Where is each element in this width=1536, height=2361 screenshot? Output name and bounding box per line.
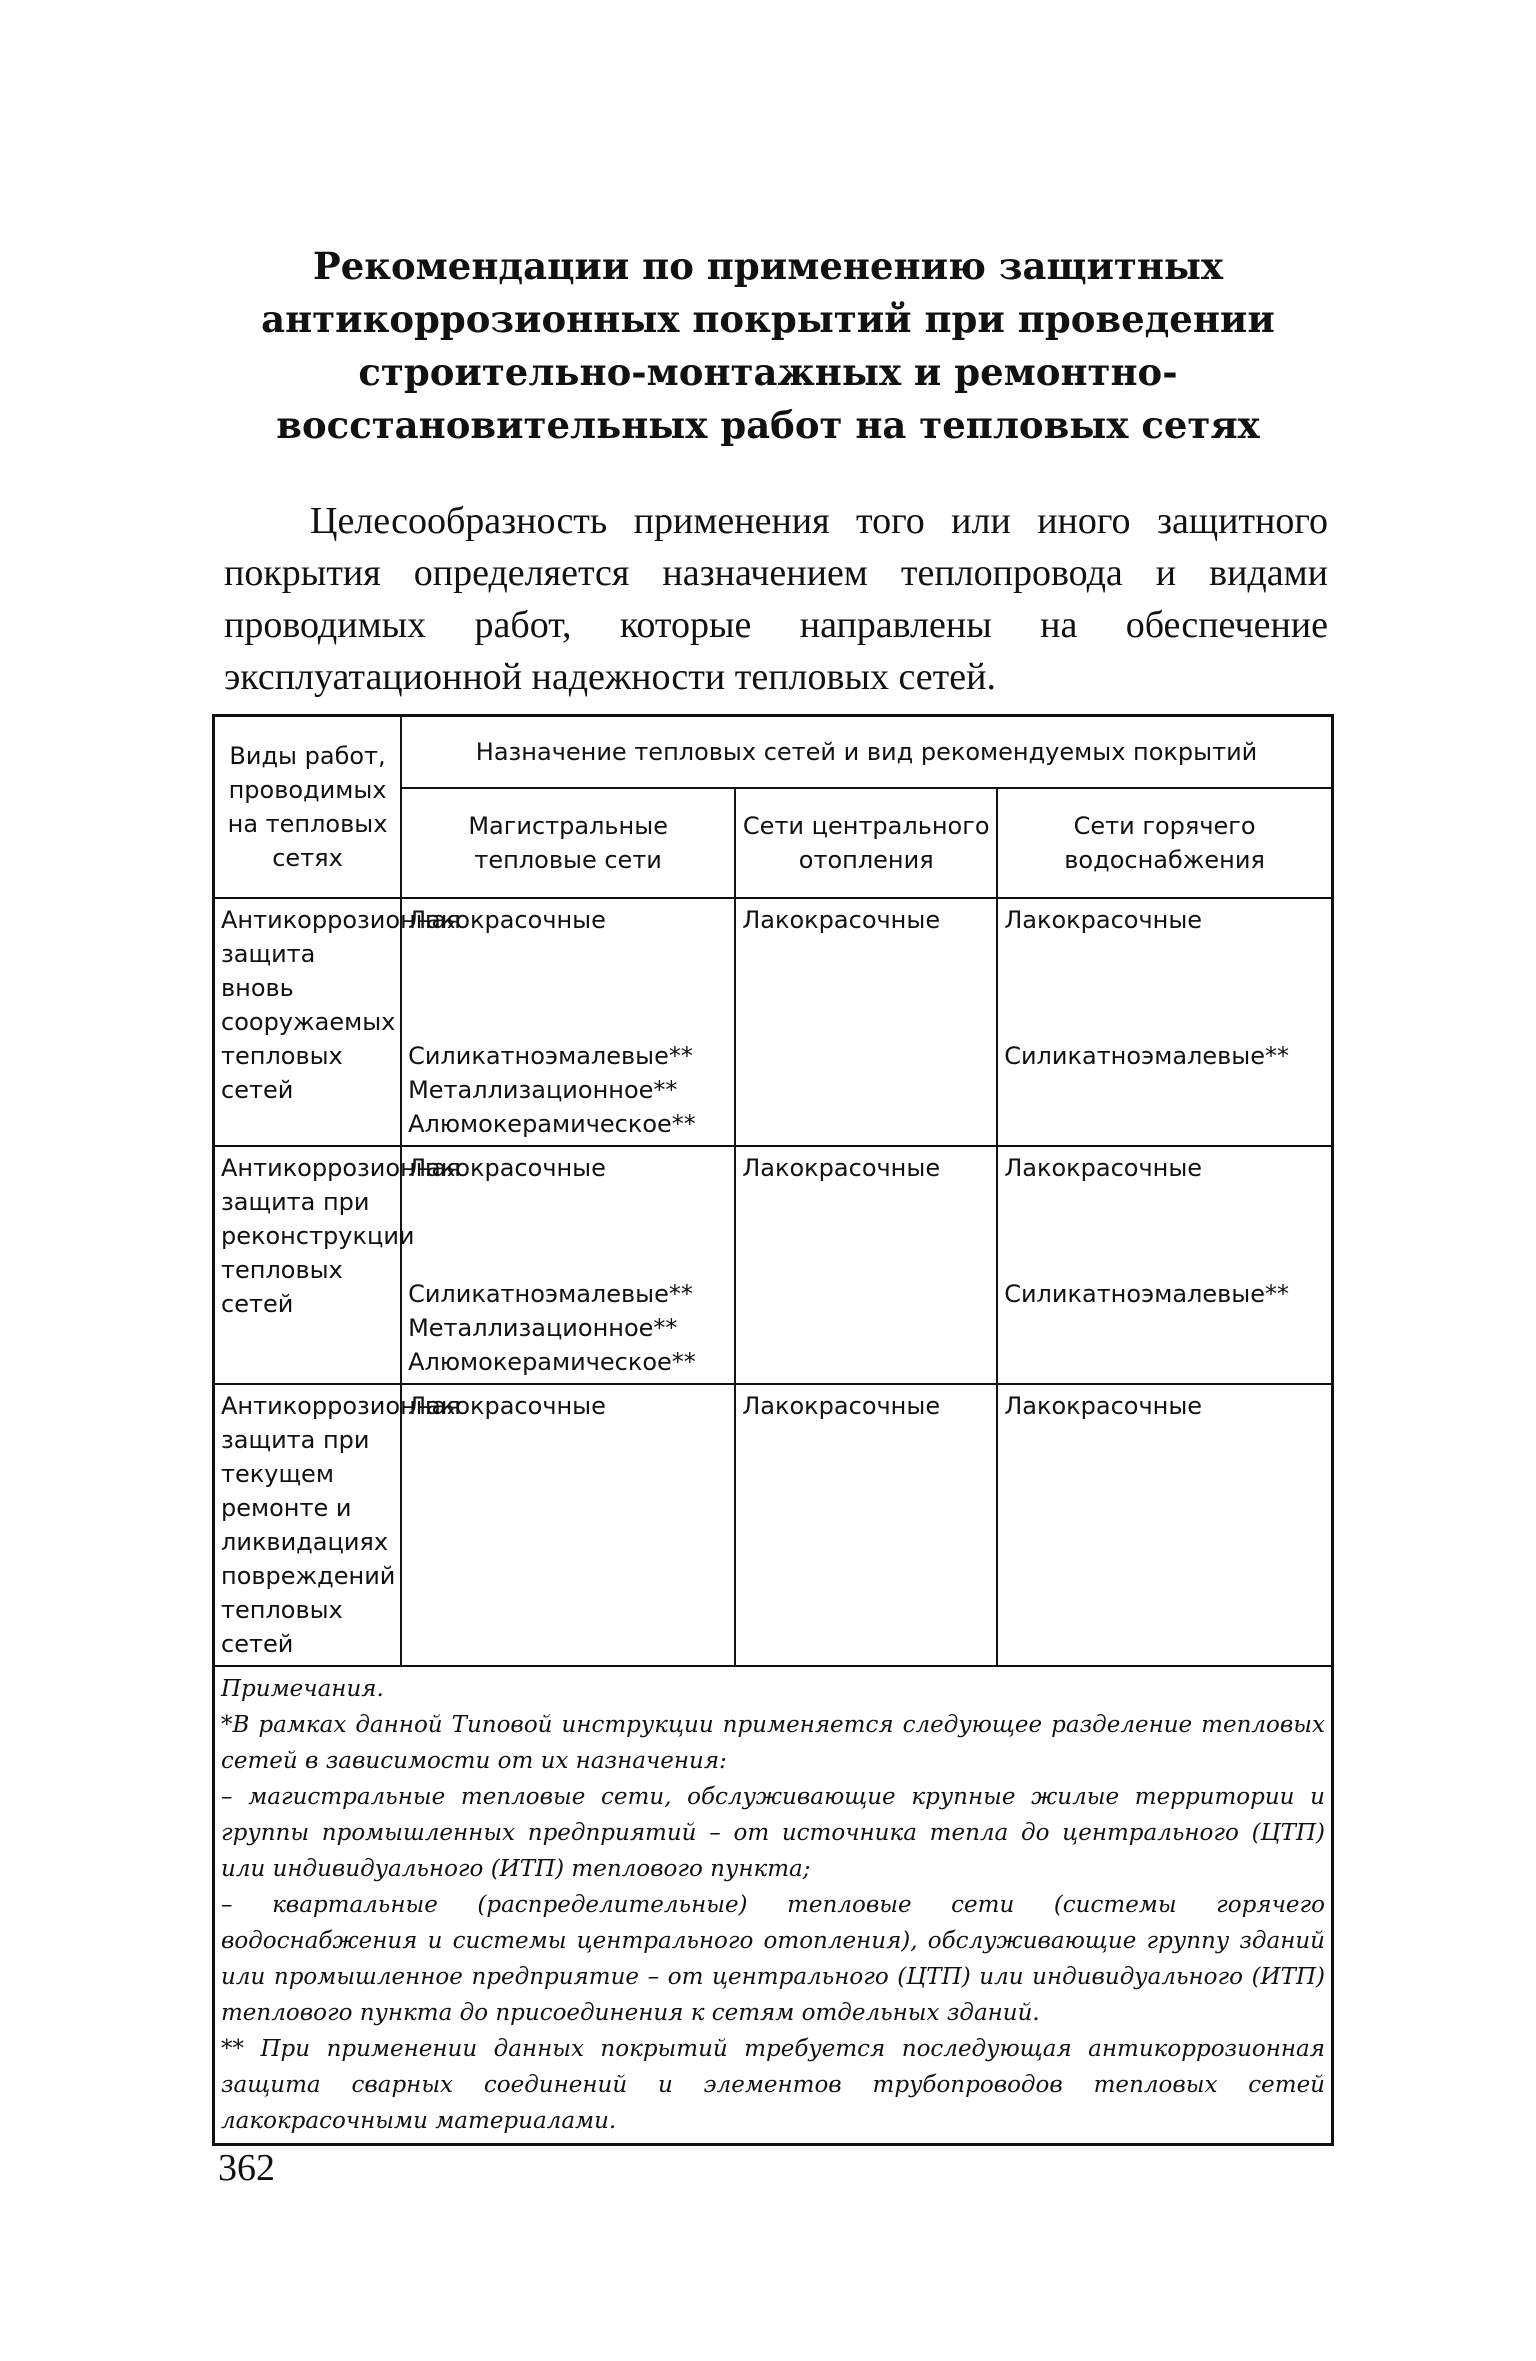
coating-value: Лакокрасочные <box>1004 1154 1203 1182</box>
note-item: *В рамках данной Типовой инструкции применяется следующее разделение тепловых сетей в зависимости от их назначения: <box>221 1712 1325 1774</box>
table-row <box>214 1146 1333 1384</box>
header-central-heating: Сети центрального отопления <box>735 788 997 898</box>
coating-value: Силикатноэмалевые** <box>1004 1280 1290 1308</box>
header-main-networks: Магистральные тепловые сети <box>401 788 735 898</box>
table-notes <box>214 1666 1333 2145</box>
work-cell: Антикоррозионная защита при реконструкции тепловых сетей <box>214 1146 402 1384</box>
coating-value: Лакокрасочные <box>408 1154 606 1182</box>
coating-value: Металлизационное** <box>408 1314 678 1342</box>
hotwater-cell <box>997 1146 1332 1384</box>
central-cell: Лакокрасочные <box>735 1146 997 1384</box>
hotwater-cell: Лакокрасочные <box>997 1384 1332 1666</box>
title-line: строительно-монтажных и ремонтно- <box>358 350 1178 394</box>
title-line: восстановительных работ на тепловых сетях <box>276 403 1260 447</box>
coating-value: Алюмокерамическое** <box>408 1110 696 1138</box>
main-cell: Лакокрасочные <box>401 1384 735 1666</box>
hotwater-cell <box>997 898 1332 1146</box>
main-cell <box>401 1146 735 1384</box>
coating-value: Силикатноэмалевые** <box>1004 1042 1290 1070</box>
notes-heading: Примечания. <box>221 1676 384 1702</box>
coatings-table <box>212 714 1334 2146</box>
work-cell: Антикоррозионная защита вновь сооружаемых тепловых сетей <box>214 898 402 1146</box>
table-row <box>214 1384 1333 1666</box>
central-cell: Лакокрасочные <box>735 898 997 1146</box>
note-item: – квартальные (распределительные) тепловые сети (системы горячего водоснабжения и системы центрального отопления), обслуживающие группу зданий или промышленное предприятие – от центрального (ЦТП) или индивидуального (ИТП) теплового пункта до присоединения к сетям отдельных зданий. <box>221 1892 1325 2026</box>
header-hot-water: Сети горячего водоснабжения <box>997 788 1332 898</box>
coating-value: Силикатноэмалевые** <box>408 1280 693 1308</box>
coating-value: Силикатноэмалевые** <box>408 1042 693 1070</box>
header-works: Виды работ, проводимых на тепловых сетях <box>214 716 402 899</box>
title-line: антикоррозионных покрытий при проведении <box>261 297 1275 341</box>
page-title <box>210 240 1326 452</box>
work-cell: Антикоррозионная защита при текущем ремонте и ликвидациях повреждений тепловых сетей <box>214 1384 402 1666</box>
main-cell <box>401 898 735 1146</box>
table-row <box>214 898 1333 1146</box>
header-purpose: Назначение тепловых сетей и вид рекомендуемых покрытий <box>401 716 1332 789</box>
note-item: – магистральные тепловые сети, обслуживающие крупные жилые территории и группы промышленных предприятий – от источника тепла до центрального (ЦТП) или индивидуального (ИТП) теплового пункта; <box>221 1784 1325 1882</box>
note-item: ** При применении данных покрытий требуется последующая антикоррозионная защита сварных соединений и элементов трубопроводов тепловых сетей лакокрасочными материалами. <box>221 2036 1325 2134</box>
page-number: 362 <box>218 2147 275 2189</box>
coating-value: Металлизационное** <box>408 1076 678 1104</box>
coating-value: Лакокрасочные <box>408 906 606 934</box>
intro-paragraph: Целесообразность применения того или иного защитного покрытия определяется назначением теплопровода и видами проводимых работ, которые направлены на обеспечение эксплуатационной надежности тепловых сетей. <box>224 500 1328 698</box>
title-line: Рекомендации по применению защитных <box>312 244 1224 288</box>
coating-value: Алюмокерамическое** <box>408 1348 696 1376</box>
central-cell: Лакокрасочные <box>735 1384 997 1666</box>
coating-value: Лакокрасочные <box>1004 906 1203 934</box>
